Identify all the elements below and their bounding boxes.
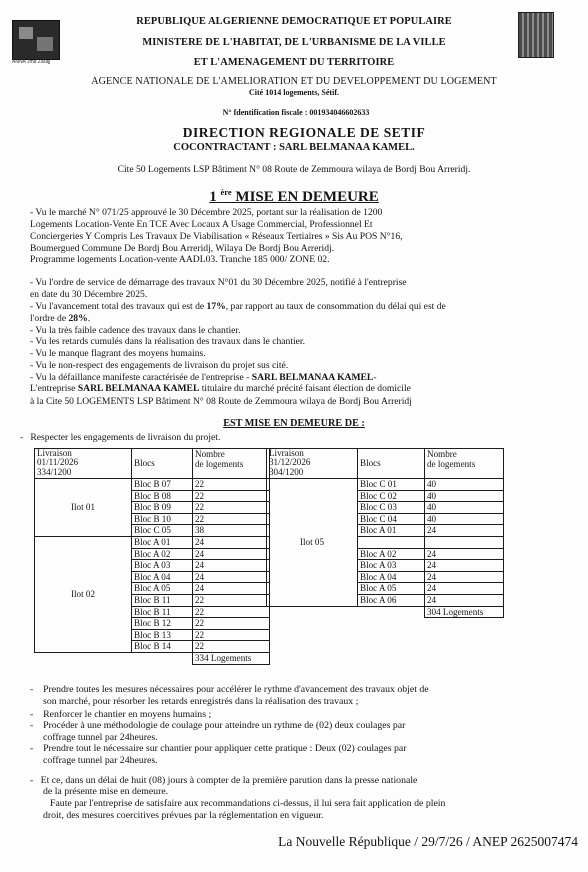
vu-retards: - Vu les retards cumulés dans la réalisation des travaux dans le chantier. [30,336,305,347]
right-total-cell: 304 Logements [425,606,504,618]
header-agency: AGENCE NATIONALE DE L'AMELIORATION ET DU DEVELOPPEMENT DU LOGEMENT [91,76,497,87]
table-cell-bloc: Bloc A 06 [358,594,425,606]
header-territory: ET L'AMENAGEMENT DU TERRITOIRE [193,57,395,68]
table-cell-nombre: 22 [193,618,270,630]
table-cell-bloc: Bloc B 12 [132,618,193,630]
table-cell-bloc: Bloc A 03 [132,560,193,572]
paragraph-marche-l1: - Vu le marché N° 071/25 approuvé le 30 Décembre 2025, portant sur la réalisation de 1200 [30,207,383,218]
table-cell-nombre: 24 [425,560,504,572]
table-cell-bloc: Bloc B 09 [132,502,193,514]
table-cell-nombre: 24 [425,583,504,595]
entreprise-l2: à la Cite 50 LOGEMENTS LSP Bâtiment N° 08 Route de Zemmoura wilaya de Bordj Bou Arreridj [30,396,412,407]
paragraph-marche-l5: Programme logements Location-vente AADL03. Tranche 185 000/ ZONE 02. [30,254,330,265]
table-cell-bloc: Bloc A 01 [132,536,193,548]
mise-en-demeure-title: 1 $^{ère}$ MISE EN DEMEURE [209,187,379,205]
table-cell-nombre: 24 [193,536,270,548]
delivery-table-right [266,448,504,618]
est-mise-heading: EST MISE EN DEMEURE DE : [223,418,365,429]
table-cell-bloc: Bloc A 05 [132,583,193,595]
table-cell-nombre: 22 [193,490,270,502]
table-cell-nombre: 22 [193,479,270,491]
paragraph-marche-l4: Boumergued Commune De Bordj Bou Arreridj, Wilaya De Bordj Bou Arreridj. [30,243,335,254]
paragraph-avancement-l2: l'ordre de 28%. [30,313,91,324]
closing-l1: - Et ce, dans un délai de huit (08) jours à compter de la première parution dans la presse nationale [30,775,418,786]
table-cell-nombre: 22 [193,594,270,606]
ilot-01-cell: Ilot 01 [35,479,132,537]
table-cell-nombre [425,536,504,548]
ilot-02-cell: Ilot 02 [35,536,132,652]
header-republic: REPUBLIQUE ALGERIENNE DEMOCRATIQUE ET POPULAIRE [136,16,452,27]
vu-engagements: - Vu le non-respect des engagements de livraison du projet sus cité. [30,360,289,371]
table-cell-bloc: Bloc A 04 [358,571,425,583]
publication-footer: La Nouvelle République / 29/7/26 / ANEP 2625007474 [278,834,578,849]
table-cell-bloc: Bloc A 03 [358,560,425,572]
table-cell-nombre: 24 [193,560,270,572]
header-ministry: MINISTERE DE L'HABITAT, DE L'URBANISME DE LA VILLE [142,37,446,48]
ilot-05-cell: Ilot 05 [267,479,358,607]
table-cell-nombre: 40 [425,479,504,491]
left-nombre-header: Nombre de logements [193,449,270,479]
table-cell-nombre: 22 [193,641,270,653]
action-bullet-4: - Prendre tout le nécessaire sur chantier pour appliquer cette pratique : Deux (02) coulages par [30,743,407,754]
table-cell-nombre: 40 [425,513,504,525]
paragraph-os-l2: en date du 30 Décembre 2025. [30,289,148,300]
table-cell-bloc: Bloc B 13 [132,629,193,641]
table-cell-nombre: 22 [193,513,270,525]
paragraph-marche-l2: Logements Location-Vente En TCE Avec Locaux A Usage Commercial, Professionnel Et [30,219,373,230]
delivery-table-left [34,448,270,665]
table-cell-nombre: 40 [425,502,504,514]
paragraph-marche-l3: Conciergeries Y Compris Les Travaux De Viabilisation « Réseaux Tertiaires » Sis Au POS N°16, [30,231,403,242]
table-cell-nombre: 24 [193,583,270,595]
table-cell-bloc: Bloc C 04 [358,513,425,525]
table-cell-nombre: 22 [193,502,270,514]
table-cell-bloc: Bloc C 03 [358,502,425,514]
table-cell-bloc: Bloc C 05 [132,525,193,537]
table-cell-nombre: 24 [193,571,270,583]
right-nombre-header: Nombre de logements [425,449,504,479]
table-cell-nombre: 24 [425,525,504,537]
table-cell-bloc: Bloc B 14 [132,641,193,653]
right-livraison-header: Livraison 31/12/2026 304/1200 [267,449,358,479]
left-total-cell: 334 Logements [193,652,270,664]
table-cell-nombre: 40 [425,490,504,502]
action-bullet-2: - Renforcer le chantier en moyens humains ; [30,709,212,720]
table-cell-bloc [358,536,425,548]
right-blocs-header: Blocs [358,449,425,479]
respecter-bullet: - Respecter les engagements de livraison du projet. [20,432,221,443]
table-cell-nombre: 22 [193,629,270,641]
contractor-address: Cite 50 Logements LSP Bâtiment N° 08 Route de Zemmoura wilaya de Bordj Bou Arreridj. [117,164,471,175]
table-cell-bloc: Bloc A 02 [358,548,425,560]
table-cell-nombre: 24 [425,548,504,560]
direction-title: DIRECTION REGIONALE DE SETIF [182,125,426,140]
closing-l4: droit, des mesures coercitives prévues par la réglementation en vigueur. [43,810,324,821]
action-bullet-1: - Prendre toutes les mesures nécessaires pour accélérer le rythme d'avancement des travaux objet de [30,684,429,695]
table-cell-bloc: Bloc C 02 [358,490,425,502]
table-empty-cell [358,606,425,618]
table-cell-bloc: Bloc C 01 [358,479,425,491]
table-cell-bloc: Bloc B 11 [132,594,193,606]
table-cell-nombre: 24 [425,594,504,606]
table-cell-bloc: Bloc B 11 [132,606,193,618]
table-cell-nombre: 38 [193,525,270,537]
table-cell-nombre: 22 [193,606,270,618]
entreprise-l1: L'entreprise SARL BELMANAA KAMEL titulaire du marché précité faisant élection de domicile [30,383,411,394]
table-cell-bloc: Bloc A 01 [358,525,425,537]
action-bullet-1-cont: son marché, pour résorber les retards enregistrés dans la réalisation des travaux ; [43,696,359,707]
table-cell-bloc: Bloc B 07 [132,479,193,491]
table-cell-nombre: 24 [425,571,504,583]
left-livraison-header: Livraison 01/11/2026 334/1200 [35,449,132,479]
left-blocs-header: Blocs [132,449,193,479]
vu-moyens: - Vu le manque flagrant des moyens humains. [30,348,206,359]
vu-cadence: - Vu la très faible cadence des travaux dans le chantier. [30,325,241,336]
closing-l3: Faute par l'entreprise de satisfaire aux recommandations ci-dessus, il lui sera fait application de plein [50,798,446,809]
table-cell-bloc: Bloc B 10 [132,513,193,525]
action-bullet-3: - Procéder à une méthodologie de coulage pour atteindre un rythme de (02) deux coulages par [30,720,406,731]
header-fiscal-id: N° fdentification fiscale : 001934046602633 [222,108,370,117]
cocontractant: COCONTRACTANT : SARL BELMANAA KAMEL. [173,142,415,153]
table-cell-bloc: Bloc B 08 [132,490,193,502]
header-cite: Cité 1014 logements, Sétif. [249,88,339,97]
action-bullet-3-cont: coffrage tunnel par 24heures. [43,732,158,743]
table-empty-cell [132,652,193,664]
paragraph-os-l1: - Vu l'ordre de service de démarrage des travaux N°01 du 30 Décembre 2025, notifié à l'entreprise [30,277,407,288]
table-empty-cell [267,606,358,618]
logo-caption: ANNA Jma Zarajj [12,59,51,65]
table-cell-bloc: Bloc A 04 [132,571,193,583]
vu-defaillance: - Vu la défaillance manifeste caractérisée de l'entreprise - SARL BELMANAA KAMEL- [30,372,377,383]
table-cell-bloc: Bloc A 05 [358,583,425,595]
action-bullet-4-cont: coffrage tunnel par 24heures. [43,755,158,766]
paragraph-avancement-l1: - Vu l'avancement total des travaux qui est de 17%, par rapport au taux de consommation du délai qui est de [30,301,446,312]
table-cell-nombre: 24 [193,548,270,560]
table-empty-cell [35,652,132,664]
closing-l2: de la présente mise en demeure. [43,786,169,797]
table-cell-bloc: Bloc A 02 [132,548,193,560]
